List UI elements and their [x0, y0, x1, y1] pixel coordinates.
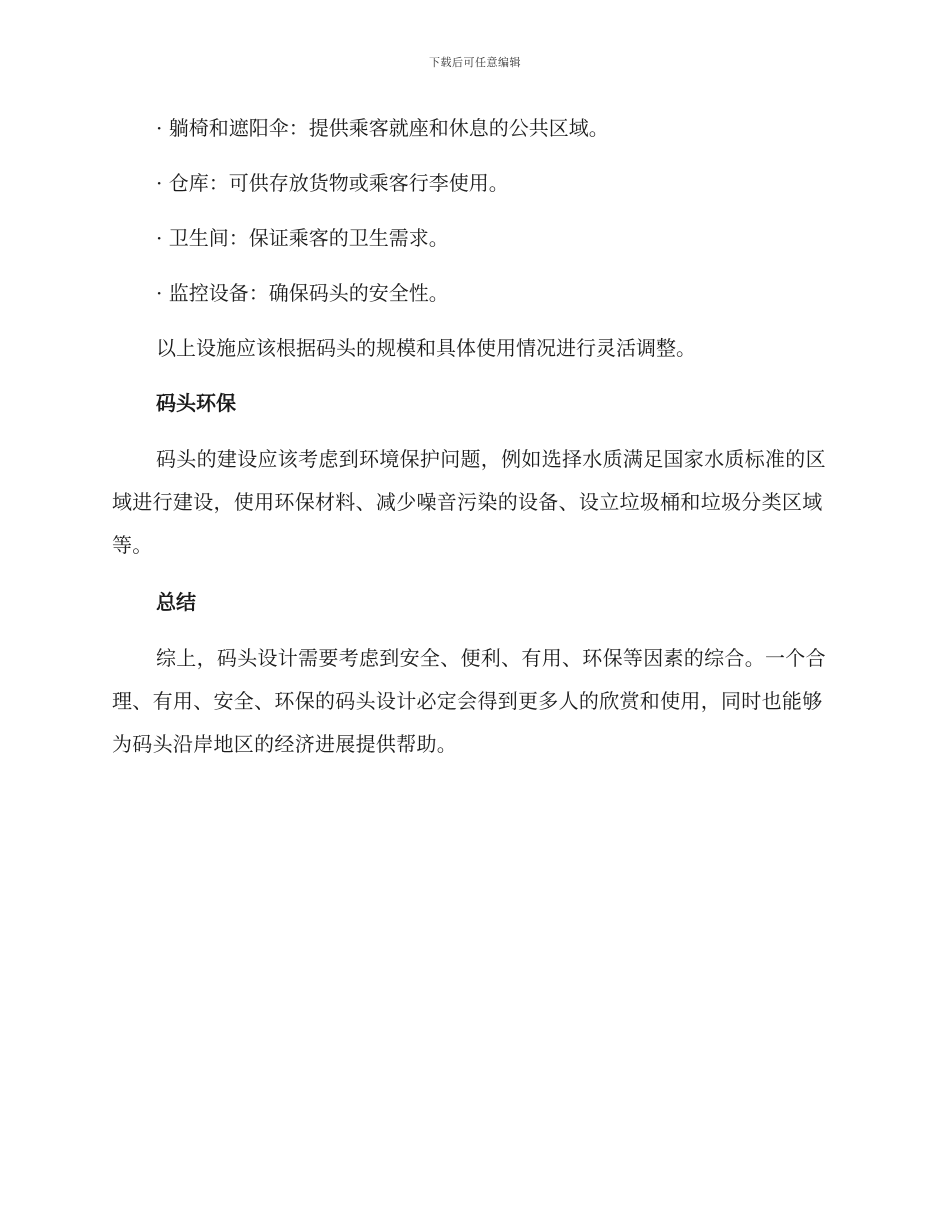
- header-note: 下载后可任意编辑: [429, 56, 521, 69]
- section-paragraph: 综上，码头设计需要考虑到安全、便利、有用、环保等因素的综合。一个合理、有用、安全、环保的码头设计必定会得到更多人的欣赏和使用，同时也能够为码头沿岸地区的经济进展提供帮助。: [112, 646, 826, 756]
- summary-sentence: 以上设施应该根据码头的规模和具体使用情况进行灵活调整。: [156, 336, 696, 360]
- section-heading: 码头环保: [156, 391, 236, 415]
- bullet-item: · 仓库：可供存放货物或乘客行李使用。: [156, 171, 509, 195]
- section-heading: 总结: [156, 590, 196, 614]
- section-paragraph: 码头的建设应该考虑到环境保护问题，例如选择水质满足国家水质标准的区域进行建设，使用环保材料、减少噪音污染的设备、设立垃圾桶和垃圾分类区域等。: [112, 447, 826, 557]
- bullet-item: · 监控设备：确保码头的安全性。: [156, 281, 449, 305]
- bullet-item: · 躺椅和遮阳伞：提供乘客就座和休息的公共区域。: [156, 116, 609, 140]
- document-body: [112, 108, 832, 781]
- bullet-item: · 卫生间：保证乘客的卫生需求。: [156, 226, 449, 250]
